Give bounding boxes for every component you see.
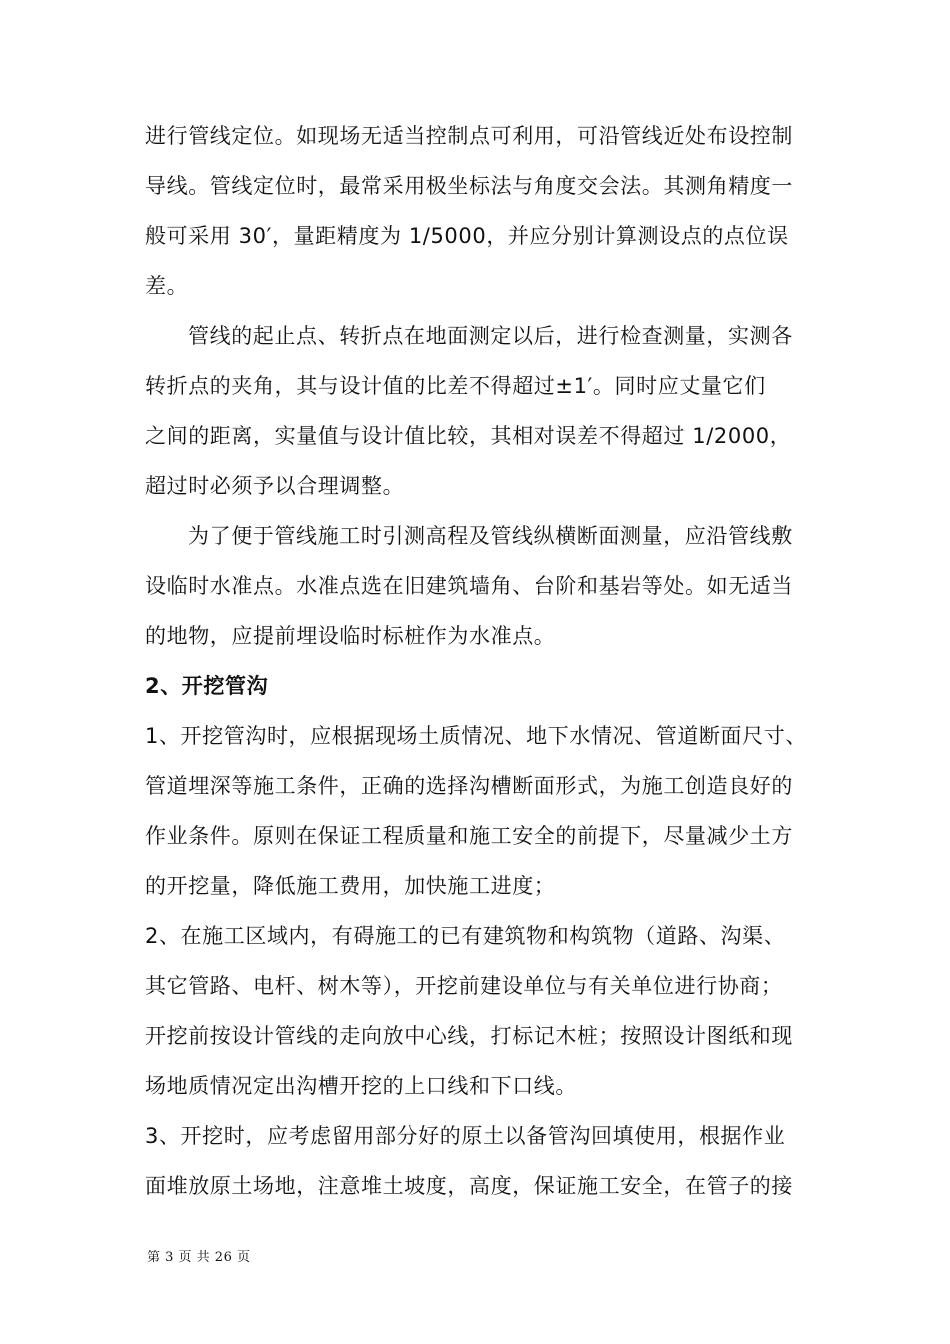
body-text-line: 超过时必须予以合理调整。: [145, 474, 405, 498]
paragraph-first-line: 管线的起止点、转折点在地面测定以后，进行检查测量，实测各: [188, 324, 793, 348]
body-text-line: 设临时水准点。水准点选在旧建筑墙角、台阶和基岩等处。如无适当: [145, 574, 793, 598]
body-text-line: 般可采用 30′，量距精度为 1/5000，并应分别计算测设点的点位误: [145, 224, 789, 248]
body-text-line: 差。: [145, 274, 189, 298]
body-text-line: 1、开挖管沟时，应根据现场土质情况、地下水情况、管道断面尺寸、: [145, 724, 807, 748]
body-text-line: 作业条件。原则在保证工程质量和施工安全的前提下，尽量减少土方: [145, 824, 793, 848]
body-text-line: 开挖前按设计管线的走向放中心线，打标记木桩；按照设计图纸和现: [145, 1024, 793, 1048]
paragraph-first-line: 为了便于管线施工时引测高程及管线纵横断面测量，应沿管线敷: [188, 524, 793, 548]
body-text-line: 场地质情况定出沟槽开挖的上口线和下口线。: [145, 1074, 577, 1098]
body-text-line: 的开挖量，降低施工费用，加快施工进度；: [145, 874, 556, 898]
body-text-line: 进行管线定位。如现场无适当控制点可利用，可沿管线近处布设控制: [145, 124, 793, 148]
page-footer: 第 3 页 共 26 页: [147, 1250, 251, 1265]
body-text-line: 2、在施工区域内，有碍施工的已有建筑物和构筑物（道路、沟渠、: [145, 924, 786, 948]
body-text-line: 转折点的夹角，其与设计值的比差不得超过±1′。同时应丈量它们: [145, 374, 766, 398]
body-text-line: 管道埋深等施工条件，正确的选择沟槽断面形式，为施工创造良好的: [145, 774, 793, 798]
body-text-line: 导线。管线定位时，最常采用极坐标法与角度交会法。其测角精度一: [145, 174, 793, 198]
body-text-line: 其它管路、电杆、树木等），开挖前建设单位与有关单位进行协商；: [145, 974, 783, 998]
body-text-line: 3、开挖时，应考虑留用部分好的原土以备管沟回填使用，根据作业: [145, 1124, 786, 1148]
section-heading: 2、开挖管沟: [145, 674, 269, 698]
body-text-line: 面堆放原土场地，注意堆土坡度，高度，保证施工安全，在管子的接: [145, 1174, 793, 1198]
body-text-line: 的地物，应提前埋设临时标桩作为水准点。: [145, 624, 556, 648]
body-text-line: 之间的距离，实量值与设计值比较，其相对误差不得超过 1/2000，: [145, 424, 792, 448]
